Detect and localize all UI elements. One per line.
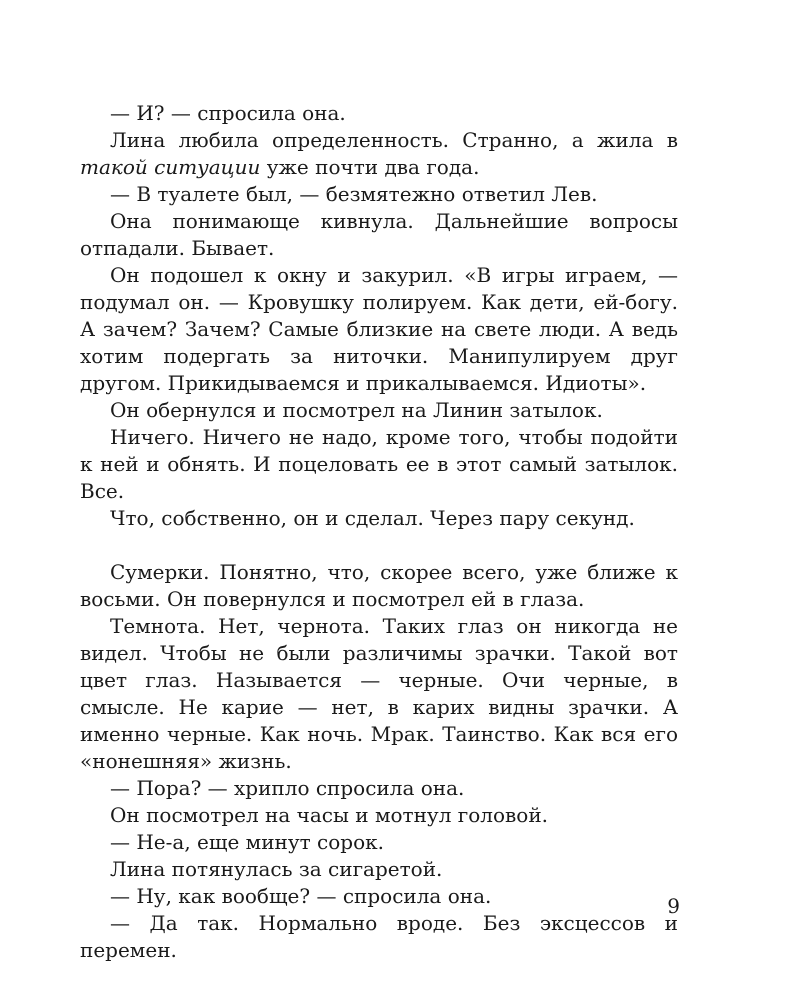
paragraph: Ничего. Ничего не надо, кроме того, чтобы подойти к ней и обнять. И поцеловать ее в этот самый затылок. Все. — [80, 425, 678, 503]
paragraph: Он подошел к окну и закурил. «В игры играем, — подумал он. — Кровушку полируем. Как дети, ей-богу. А зачем? Зачем? Самые близкие на свете люди. А ведь хотим подергать за ниточки. Манипулируем друг другом. Прикидываемся и прикалываемся. Идиоты». — [80, 263, 678, 395]
italic-phrase: такой ситуации — [80, 155, 261, 179]
paragraph — [80, 127, 678, 181]
paragraph: — Не-а, еще минут сорок. — [110, 830, 385, 854]
paragraph: — Пора? — хрипло спросила она. — [110, 776, 465, 800]
paragraph: — Да так. Нормально вроде. Без эксцессов и перемен. — [80, 911, 678, 962]
paragraph: Темнота. Нет, чернота. Таких глаз он никогда не видел. Чтобы не были различимы зрачки. Такой вот цвет глаз. Называется — черные. Очи черные, в смысле. Не карие — нет, в карих видны зрачки. А именно черные. Как ночь. Мрак. Таинство. Как вся его «нонешняя» жизнь. — [80, 614, 678, 773]
paragraph: Он обернулся и посмотрел на Линин затылок. — [110, 398, 603, 422]
paragraph: — И? — спросила она. — [110, 101, 346, 125]
paragraph: — В туалете был, — безмятежно ответил Лев. — [110, 182, 598, 206]
paragraph: Лина потянулась за сигаретой. — [110, 857, 443, 881]
page-number: 9 — [667, 894, 680, 918]
paragraph: Сумерки. Понятно, что, скорее всего, уже ближе к восьми. Он повернулся и посмотрел ей в глаза. — [80, 560, 678, 611]
paragraph: Она понимающе кивнула. Дальнейшие вопросы отпадали. Бывает. — [80, 209, 678, 260]
paragraph: Он посмотрел на часы и мотнул головой. — [110, 803, 549, 827]
paragraph: Что, собственно, он и сделал. Через пару секунд. — [110, 506, 635, 530]
section-break — [80, 532, 678, 559]
paragraph-text: уже почти два года. — [260, 155, 480, 179]
paragraph: — Ну, как вообще? — спросила она. — [110, 884, 492, 908]
paragraph-text: Лина любила определенность. Странно, а жила в — [110, 128, 678, 152]
book-page — [80, 100, 678, 964]
